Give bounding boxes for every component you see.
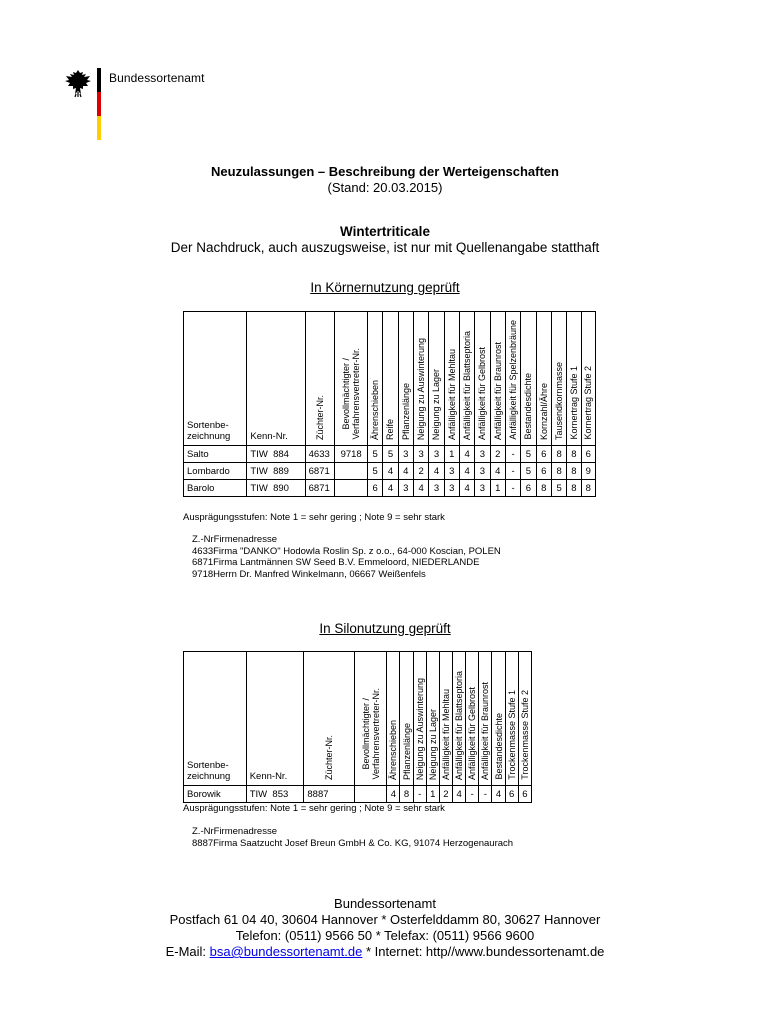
footer-phone-fax: Telefon: (0511) 9566 50 * Telefax: (0511) 9566 9600 xyxy=(235,928,535,943)
trait-value-cell: 3 xyxy=(398,446,413,463)
header-breeder-nr-label: Züchter-Nr. xyxy=(314,394,325,440)
header-trait xyxy=(383,312,398,446)
silage-section-title: In Silonutzung geprüft xyxy=(319,621,451,636)
trait-value-cell: 3 xyxy=(398,480,413,497)
agency-logo xyxy=(64,62,264,142)
trait-value-cell: 6 xyxy=(581,446,595,463)
footer-internet: * Internet: http//www.bundessortenamt.de xyxy=(362,944,605,959)
header-trait xyxy=(413,312,428,446)
kenn-prefix: TIW xyxy=(249,788,268,800)
trait-value-cell: 3 xyxy=(475,480,490,497)
kenn-number: 853 xyxy=(272,788,289,800)
header-trait-label: Anfälligkeit für Mehltau xyxy=(446,348,457,440)
trait-value-cell: 3 xyxy=(444,463,459,480)
trait-value-cell: 5 xyxy=(383,446,398,463)
header-trait xyxy=(581,312,595,446)
trait-value-cell: 5 xyxy=(521,463,536,480)
trait-value-cell: - xyxy=(505,480,520,497)
header-trait-label: Anfälligkeit für Spelzenbräune xyxy=(508,320,519,440)
header-trait xyxy=(400,652,413,786)
header-trait-label: Kornzahl/Ähre xyxy=(538,382,549,440)
footer-agency: Bundessortenamt xyxy=(334,896,436,911)
header-trait-label: Ährenschieben xyxy=(388,719,399,780)
variety-name-cell: Borowik xyxy=(184,786,247,803)
header-kenn-nr xyxy=(247,312,305,446)
header-trait-label: Pflanzenlänge xyxy=(401,722,412,780)
header-variety-name-label: Sortenbe- zeichnung xyxy=(187,420,231,442)
silage-table xyxy=(183,651,532,803)
header-trait-label: Anfälligkeit für Braunrost xyxy=(492,341,503,440)
trait-value-cell: 8 xyxy=(567,480,581,497)
trait-value-cell: 6 xyxy=(536,463,551,480)
trait-value-cell: 4 xyxy=(453,786,466,803)
breeder-nr-cell: 8887 xyxy=(304,786,355,803)
header-trait-label: Bestandesdichte xyxy=(493,713,504,780)
header-trait xyxy=(490,312,505,446)
header-breeder-nr-label: Züchter-Nr. xyxy=(324,734,335,780)
footer-contact xyxy=(0,944,770,960)
trait-value-cell: 4 xyxy=(492,786,505,803)
address-header: Z.-NrFirmenadresse xyxy=(192,826,277,837)
trait-value-cell: 8 xyxy=(567,463,581,480)
header-kenn-nr-label: Kenn-Nr. xyxy=(249,771,288,782)
trait-value-cell: 4 xyxy=(413,480,428,497)
footer-email-label: E-Mail: xyxy=(165,944,210,959)
header-trait-label: Ährenschieben xyxy=(370,379,381,440)
header-representative-nr xyxy=(354,652,386,786)
reprint-notice: Der Nachdruck, auch auszugsweise, ist nur mit Quellenangabe statthaft xyxy=(170,240,600,255)
trait-value-cell: 5 xyxy=(521,446,536,463)
kenn-prefix: TIW xyxy=(250,448,268,460)
trait-value-cell: 3 xyxy=(429,446,444,463)
trait-value-cell: 4 xyxy=(459,446,474,463)
trait-value-cell: 8 xyxy=(536,480,551,497)
trait-value-cell: 8 xyxy=(551,446,566,463)
trait-value-cell: 8 xyxy=(581,480,595,497)
trait-value-cell: 3 xyxy=(475,446,490,463)
trait-value-cell: 4 xyxy=(459,463,474,480)
trait-value-cell: 3 xyxy=(475,463,490,480)
header-trait xyxy=(439,652,452,786)
trait-value-cell: 8 xyxy=(567,446,581,463)
grain-legend: Ausprägungsstufen: Note 1 = sehr gering ; Note 9 = sehr stark xyxy=(183,512,445,523)
trait-value-cell: - xyxy=(466,786,479,803)
header-trait xyxy=(518,652,531,786)
breeder-nr-cell: 4633 xyxy=(305,446,335,463)
trait-value-cell: 1 xyxy=(426,786,439,803)
header-trait-label: Trockenmasse Stufe 1 xyxy=(506,690,517,780)
header-trait xyxy=(387,652,400,786)
header-trait xyxy=(479,652,492,786)
trait-value-cell: 4 xyxy=(383,480,398,497)
header-trait xyxy=(426,652,439,786)
trait-value-cell: 4 xyxy=(383,463,398,480)
trait-value-cell: 9 xyxy=(581,463,595,480)
trait-value-cell: 8 xyxy=(400,786,413,803)
table-row xyxy=(184,786,532,803)
trait-value-cell: 3 xyxy=(444,480,459,497)
header-trait xyxy=(413,652,426,786)
trait-value-cell: 6 xyxy=(518,786,531,803)
trait-value-cell: 1 xyxy=(490,480,505,497)
trait-value-cell: 4 xyxy=(387,786,400,803)
trait-value-cell: 6 xyxy=(536,446,551,463)
header-trait-label: Trockenmasse Stufe 2 xyxy=(519,690,530,780)
header-trait-label: Anfälligkeit für Blattseptoria xyxy=(454,670,465,780)
header-trait xyxy=(398,312,413,446)
trait-value-cell: 6 xyxy=(367,480,382,497)
trait-value-cell: 2 xyxy=(439,786,452,803)
table-row xyxy=(184,446,596,463)
kenn-nr-cell xyxy=(247,480,305,497)
header-trait xyxy=(466,652,479,786)
header-trait-label: Anfälligkeit für Gelbrost xyxy=(467,686,478,780)
kenn-nr-cell xyxy=(247,446,305,463)
header-trait xyxy=(551,312,566,446)
breeder-nr-cell: 6871 xyxy=(305,463,335,480)
kenn-prefix: TIW xyxy=(250,465,268,477)
header-trait-label: Kornertrag Stufe 1 xyxy=(568,366,579,440)
header-trait-label: Tausendkornmasse xyxy=(554,361,565,440)
trait-value-cell: - xyxy=(505,446,520,463)
header-trait xyxy=(536,312,551,446)
header-trait xyxy=(567,312,581,446)
header-breeder-nr xyxy=(305,312,335,446)
footer xyxy=(0,896,770,960)
header-variety-name xyxy=(184,312,247,446)
header-trait xyxy=(492,652,505,786)
header-trait-label: Anfälligkeit für Blattseptoria xyxy=(462,330,473,440)
silage-address-list xyxy=(192,826,513,849)
footer-postal-address: Postfach 61 04 40, 30604 Hannover * Osterfelddamm 80, 30627 Hannover xyxy=(169,912,601,927)
representative-nr-cell xyxy=(335,480,368,497)
trait-value-cell: 4 xyxy=(490,463,505,480)
header-variety-name xyxy=(184,652,247,786)
variety-name-cell: Salto xyxy=(184,446,247,463)
address-line: 8887Firma Saatzucht Josef Breun GmbH & Co. KG, 91074 Herzogenaurach xyxy=(192,837,514,849)
kenn-nr-cell xyxy=(247,463,305,480)
footer-email-link[interactable]: bsa@bundessortenamt.de xyxy=(209,944,363,959)
table-row xyxy=(184,463,596,480)
kenn-number: 890 xyxy=(273,482,289,494)
header-trait xyxy=(429,312,444,446)
crop-name: Wintertriticale xyxy=(340,224,430,239)
trait-value-cell: - xyxy=(505,463,520,480)
trait-value-cell: 5 xyxy=(551,480,566,497)
header-trait xyxy=(453,652,466,786)
address-header: Z.-NrFirmenadresse xyxy=(192,534,277,545)
header-breeder-nr xyxy=(304,652,355,786)
trait-value-cell: 6 xyxy=(521,480,536,497)
trait-value-cell: 2 xyxy=(490,446,505,463)
trait-value-cell: - xyxy=(479,786,492,803)
trait-value-cell: 5 xyxy=(367,463,382,480)
trait-value-cell: 6 xyxy=(505,786,518,803)
document-date: (Stand: 20.03.2015) xyxy=(327,180,443,195)
header-trait xyxy=(475,312,490,446)
trait-value-cell: 1 xyxy=(444,446,459,463)
header-trait-label: Kornertrag Stufe 2 xyxy=(583,366,594,440)
kenn-prefix: TIW xyxy=(250,482,268,494)
flag-stripes xyxy=(97,68,101,140)
header-trait-label: Anfälligkeit für Braunrost xyxy=(480,681,491,780)
table-row xyxy=(184,480,596,497)
header-trait xyxy=(444,312,459,446)
trait-value-cell: 3 xyxy=(413,446,428,463)
representative-nr-cell xyxy=(354,786,386,803)
header-trait-label: Anfälligkeit für Mehltau xyxy=(440,688,451,780)
document-title: Neuzulassungen – Beschreibung der Werteigenschaften xyxy=(211,164,559,179)
representative-nr-cell: 9718 xyxy=(335,446,368,463)
address-line: 9718Herrn Dr. Manfred Winkelmann, 06667 Weißenfels xyxy=(192,568,426,580)
kenn-nr-cell xyxy=(246,786,304,803)
header-trait xyxy=(367,312,382,446)
grain-section-title: In Körnernutzung geprüft xyxy=(310,280,460,295)
header-kenn-nr xyxy=(246,652,304,786)
trait-value-cell: 2 xyxy=(413,463,428,480)
header-variety-name-label: Sortenbe- zeichnung xyxy=(187,760,231,782)
header-trait-label: Anfälligkeit für Gelbrost xyxy=(477,346,488,440)
header-trait-label: Pflanzenlänge xyxy=(400,382,411,440)
grain-table xyxy=(183,311,596,497)
trait-value-cell: 4 xyxy=(459,480,474,497)
header-trait-label: Reife xyxy=(385,418,396,440)
breeder-nr-cell: 6871 xyxy=(305,480,335,497)
kenn-number: 889 xyxy=(273,465,289,477)
kenn-number: 884 xyxy=(273,448,289,460)
trait-value-cell: 4 xyxy=(429,463,444,480)
variety-name-cell: Lombardo xyxy=(184,463,247,480)
silage-legend: Ausprägungsstufen: Note 1 = sehr gering ; Note 9 = sehr stark xyxy=(183,803,445,814)
header-trait-label: Bestandesdichte xyxy=(523,373,534,440)
header-trait xyxy=(505,652,518,786)
header-representative-nr xyxy=(335,312,368,446)
trait-value-cell: 4 xyxy=(398,463,413,480)
variety-name-cell: Barolo xyxy=(184,480,247,497)
address-line: 6871Firma Lantmännen SW Seed B.V. Emmeloord, NIEDERLANDE xyxy=(192,557,480,568)
grain-address-list xyxy=(192,534,501,580)
header-trait-label: Neigung zu Lager xyxy=(427,708,438,780)
address-line: 4633Firma "DANKO" Hodowla Roslin Sp. z o.o., 64-000 Koscian, POLEN xyxy=(192,545,501,557)
header-trait xyxy=(505,312,520,446)
header-trait-label: Neigung zu Auswinterung xyxy=(414,677,425,780)
header-trait-label: Neigung zu Auswinterung xyxy=(416,337,427,440)
header-kenn-nr-label: Kenn-Nr. xyxy=(250,431,288,442)
header-trait xyxy=(521,312,536,446)
header-trait xyxy=(459,312,474,446)
header-representative-nr-label: Bevollmächtigter / Verfahrensvertreter-Nr. xyxy=(360,688,381,780)
header-representative-nr-label: Bevollmächtigter / Verfahrensvertreter-Nr. xyxy=(341,348,362,440)
federal-eagle-icon xyxy=(64,68,92,98)
trait-value-cell: - xyxy=(413,786,426,803)
trait-value-cell: 5 xyxy=(367,446,382,463)
trait-value-cell: 3 xyxy=(429,480,444,497)
header-trait-label: Neigung zu Lager xyxy=(431,368,442,440)
representative-nr-cell xyxy=(335,463,368,480)
agency-name: Bundessortenamt xyxy=(109,71,205,85)
trait-value-cell: 8 xyxy=(551,463,566,480)
